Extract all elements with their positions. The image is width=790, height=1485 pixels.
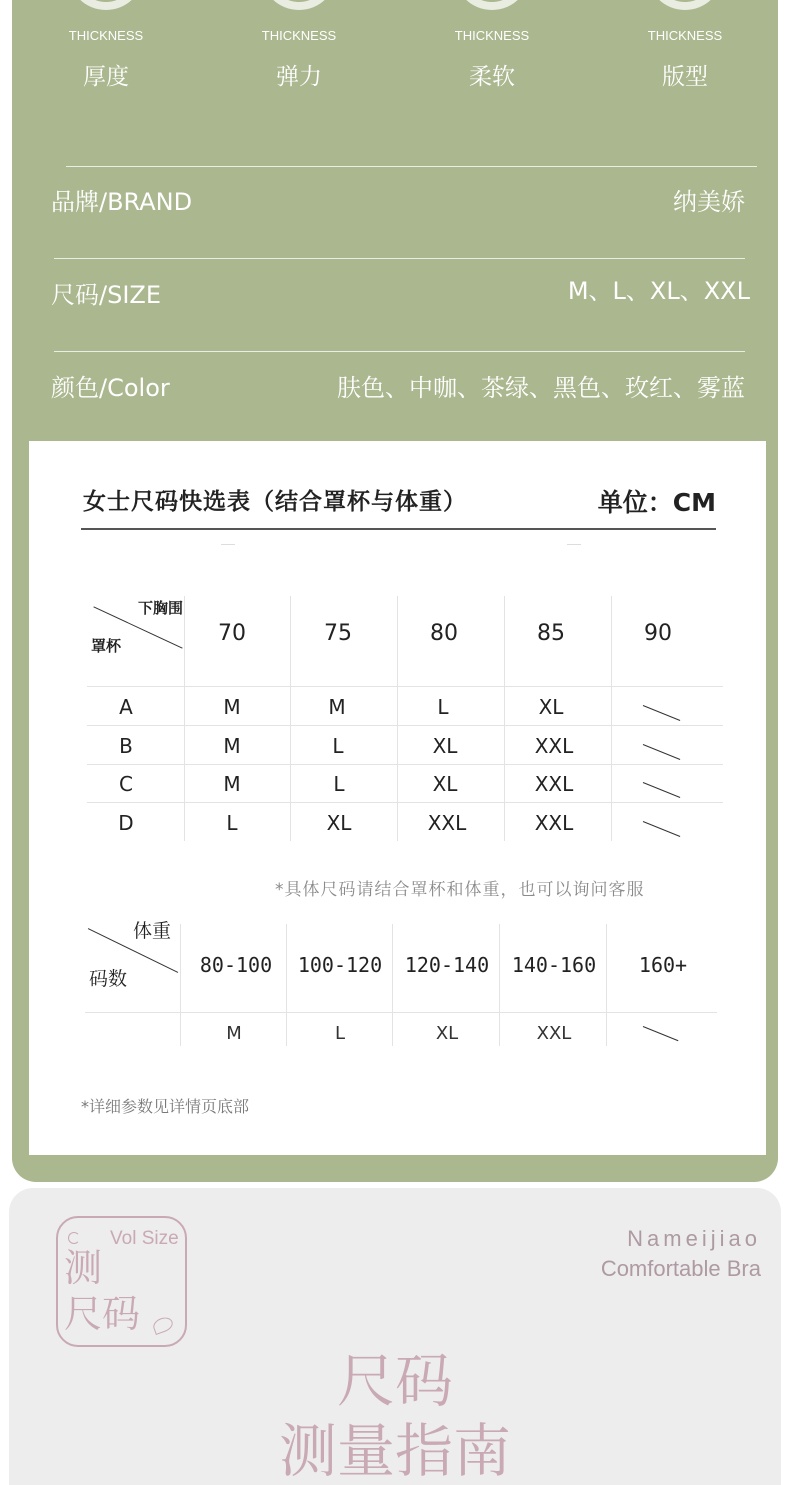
size-cell: XL: [432, 734, 458, 758]
column-header: 80-100: [199, 953, 273, 977]
size-cell: XXL: [534, 811, 574, 835]
column-header: 85: [537, 621, 565, 646]
table-corner-header: [87, 597, 185, 657]
measure-guide-section: [9, 1188, 781, 1485]
attribute-cn-label: 柔软: [469, 64, 515, 90]
divider: [567, 544, 581, 545]
attribute-gauge-icon: [68, 0, 144, 10]
not-available-slash: [643, 744, 680, 760]
corner-top-label: 体重: [132, 920, 171, 942]
column-header: 75: [324, 621, 352, 646]
size-cell: XL: [435, 1023, 459, 1044]
size-badge: [56, 1216, 187, 1347]
spec-color-value: 肤色、中咖、茶绿、黑色、玫红、雾蓝: [337, 374, 745, 402]
spec-brand-label: 品牌/BRAND: [51, 188, 193, 216]
size-cell: XL: [538, 695, 564, 719]
size-cell: M: [226, 1023, 242, 1044]
divider: [85, 1012, 717, 1013]
column-header: 120-140: [404, 953, 490, 977]
size-cell: XXL: [534, 772, 574, 796]
size-cell: M: [223, 772, 241, 796]
size-cell: XXL: [534, 734, 574, 758]
size-cell: M: [223, 695, 241, 719]
column-header: 80: [430, 621, 458, 646]
spec-color-label: 颜色/Color: [51, 374, 170, 402]
detail-note: *详细参数见详情页底部: [81, 1097, 250, 1116]
column-header: 70: [218, 621, 246, 646]
divider: [66, 166, 757, 167]
spec-brand-value: 纳美娇: [673, 188, 745, 216]
table-corner-header: [85, 916, 181, 990]
attribute-gauge-icon: [454, 0, 530, 10]
size-chart-unit: 单位：CM: [597, 488, 716, 517]
badge-cn-line1: 测: [64, 1246, 103, 1290]
not-available-slash: [643, 1026, 679, 1041]
size-cell: M: [223, 734, 241, 758]
leaf-icon: [151, 1315, 175, 1335]
brand-name: Nameijiao: [627, 1226, 761, 1251]
size-cell: M: [328, 695, 346, 719]
spec-size-label: 尺码/SIZE: [51, 281, 162, 309]
not-available-slash: [643, 821, 680, 837]
title-divider: [81, 528, 716, 530]
corner-bottom-label: 罩杯: [91, 637, 122, 655]
brand-tagline: Comfortable Bra: [600, 1256, 761, 1281]
size-chart-title: 女士尺码快选表（结合罩杯与体重）: [83, 489, 467, 515]
attribute-cn-label: 弹力: [276, 64, 322, 90]
attribute-cn-label: 版型: [662, 64, 708, 90]
size-cell: XL: [432, 772, 458, 796]
attribute-gauge-icon: [261, 0, 337, 10]
swirl-icon: [68, 1232, 80, 1244]
size-cell: L: [334, 1023, 346, 1044]
size-cell: L: [437, 695, 449, 719]
divider: [54, 258, 745, 259]
table-row: [87, 772, 723, 810]
attribute-gauge-icon: [647, 0, 723, 10]
badge-cn-line2: 尺码: [64, 1292, 141, 1336]
size-cell: L: [332, 734, 344, 758]
size-note: *具体尺码请结合罩杯和体重，也可以询问客服: [275, 880, 645, 900]
corner-top-label: 下胸围: [137, 599, 183, 617]
cup-label: C: [119, 772, 133, 796]
divider: [87, 686, 723, 687]
column-header: 90: [644, 621, 672, 646]
table-row: [87, 811, 723, 849]
column-header: 160+: [638, 953, 688, 977]
attribute-en-label: THICKNESS: [454, 28, 530, 43]
size-cell: XL: [326, 811, 352, 835]
attribute-en-label: THICKNESS: [647, 28, 723, 43]
corner-bottom-label: 码数: [89, 968, 128, 990]
column-header: 140-160: [511, 953, 597, 977]
cup-label: B: [119, 734, 133, 758]
guide-title-line2: 测量指南: [278, 1417, 511, 1485]
size-cell: L: [333, 772, 345, 796]
table-row: [87, 734, 723, 772]
divider: [54, 351, 745, 352]
cup-label: D: [118, 811, 134, 835]
table-row: [87, 695, 723, 733]
not-available-slash: [643, 782, 680, 798]
divider: [221, 544, 235, 545]
attribute-cn-label: 厚度: [83, 64, 129, 90]
size-cell: L: [226, 811, 238, 835]
cup-label: A: [119, 695, 133, 719]
spec-size-value: M、L、XL、XXL: [567, 277, 750, 305]
attribute-en-label: THICKNESS: [68, 28, 144, 43]
guide-title-line1: 尺码: [336, 1347, 453, 1415]
size-cell: XXL: [536, 1023, 572, 1044]
not-available-slash: [643, 705, 680, 721]
size-cell: XXL: [427, 811, 467, 835]
column-header: 100-120: [297, 953, 383, 977]
attribute-en-label: THICKNESS: [261, 28, 337, 43]
size-chart-card: [29, 441, 766, 1155]
badge-en-label: Vol Size: [110, 1228, 179, 1249]
